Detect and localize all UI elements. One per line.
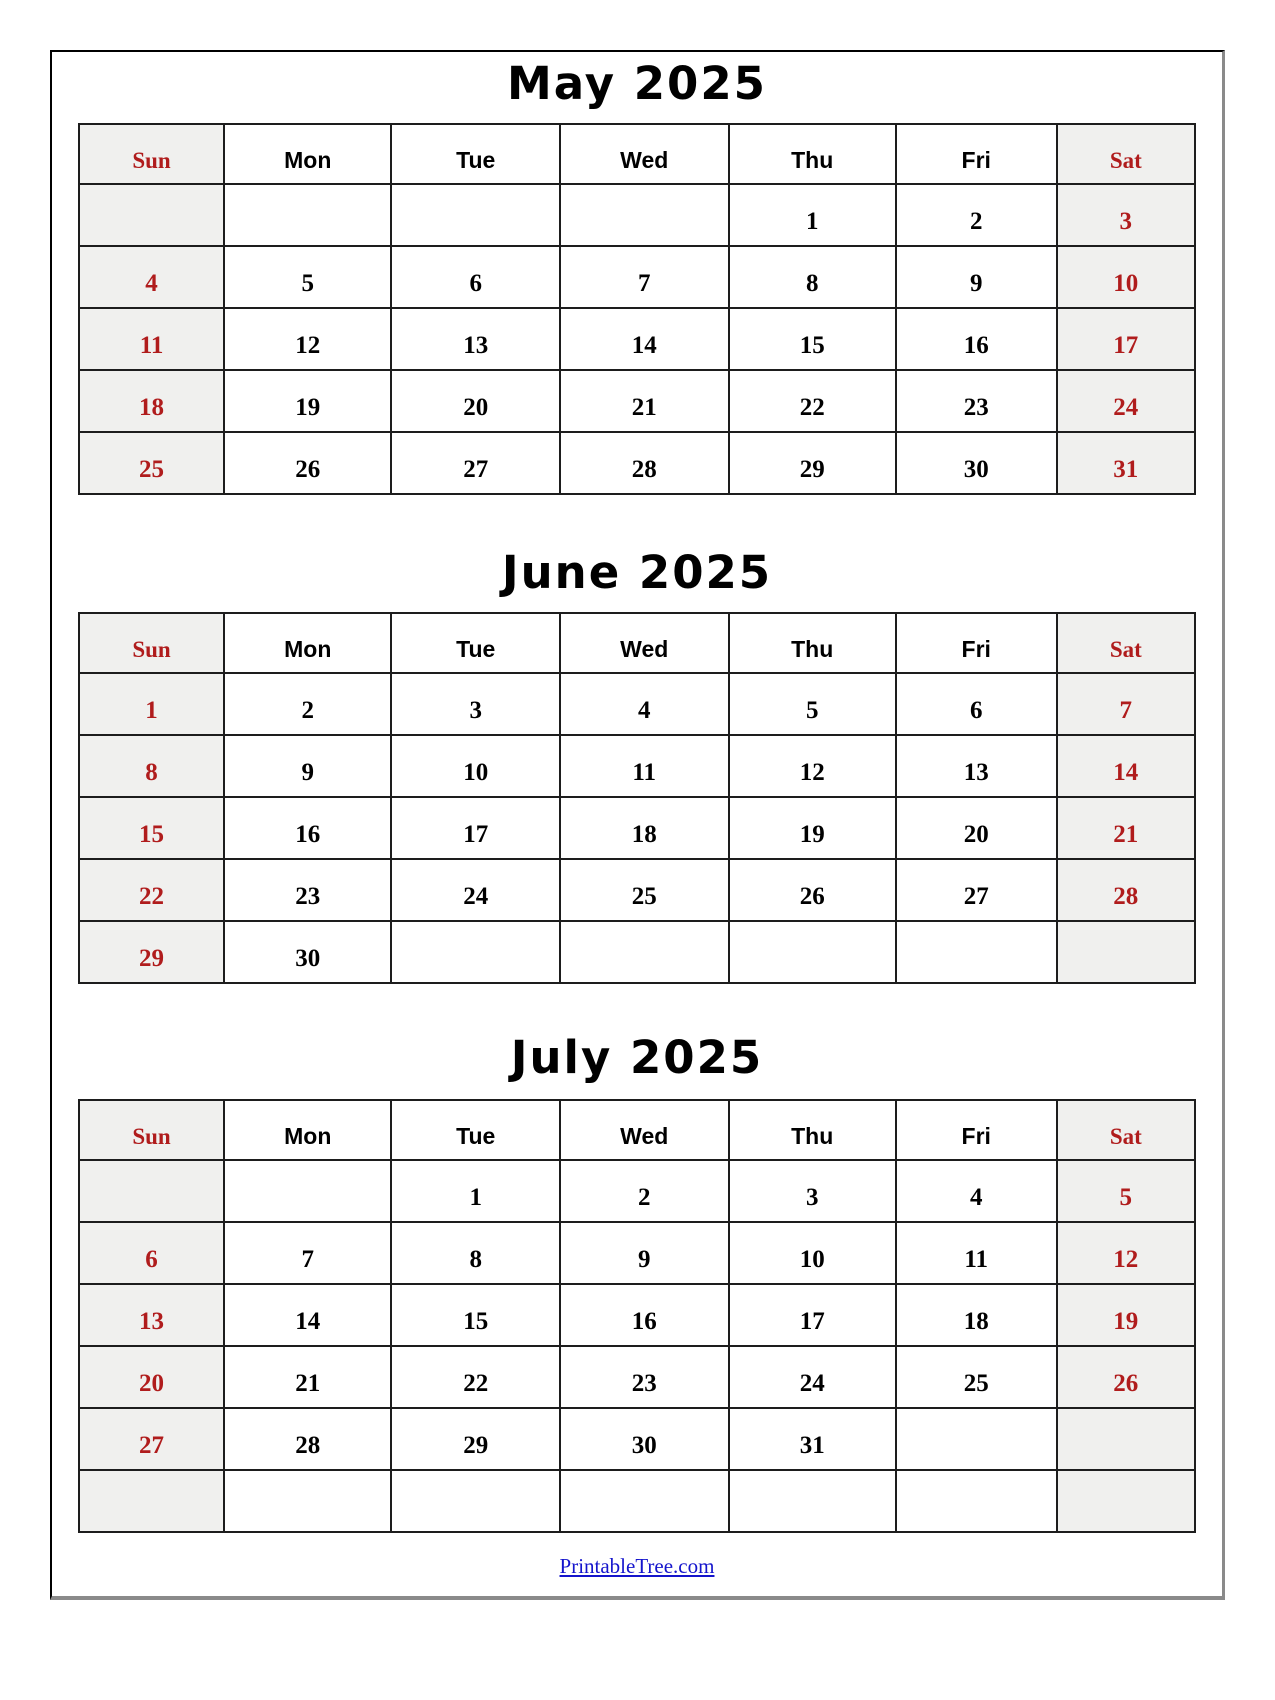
- day-cell-june-9: 9: [224, 735, 391, 797]
- calendar-table-may: [78, 123, 1196, 495]
- week-row: [79, 1160, 1195, 1222]
- week-row: [79, 184, 1195, 246]
- day-cell-empty: [560, 1470, 729, 1532]
- day-cell-july-6: 6: [79, 1222, 224, 1284]
- day-header-tue: Tue: [391, 613, 560, 673]
- day-cell-empty: [729, 921, 896, 983]
- day-cell-july-26: 26: [1057, 1346, 1195, 1408]
- day-header-mon: Mon: [224, 124, 391, 184]
- day-cell-june-18: 18: [560, 797, 729, 859]
- day-cell-july-20: 20: [79, 1346, 224, 1408]
- day-cell-may-11: 11: [79, 308, 224, 370]
- month-title-july: July 2025: [510, 1031, 764, 1084]
- day-cell-may-10: 10: [1057, 246, 1195, 308]
- day-cell-july-27: 27: [79, 1408, 224, 1470]
- day-cell-empty: [729, 1470, 896, 1532]
- day-header-row: [79, 1100, 1195, 1160]
- day-cell-july-5: 5: [1057, 1160, 1195, 1222]
- day-cell-may-26: 26: [224, 432, 391, 494]
- day-cell-may-23: 23: [896, 370, 1057, 432]
- day-cell-june-15: 15: [79, 797, 224, 859]
- week-row: [79, 797, 1195, 859]
- day-cell-july-16: 16: [560, 1284, 729, 1346]
- week-row: [79, 673, 1195, 735]
- day-cell-june-12: 12: [729, 735, 896, 797]
- day-cell-may-5: 5: [224, 246, 391, 308]
- day-cell-may-16: 16: [896, 308, 1057, 370]
- day-header-row: [79, 124, 1195, 184]
- week-row: [79, 921, 1195, 983]
- day-cell-may-20: 20: [391, 370, 560, 432]
- week-row: [79, 1222, 1195, 1284]
- day-cell-may-28: 28: [560, 432, 729, 494]
- day-cell-may-30: 30: [896, 432, 1057, 494]
- day-cell-july-2: 2: [560, 1160, 729, 1222]
- day-cell-may-12: 12: [224, 308, 391, 370]
- day-cell-july-22: 22: [391, 1346, 560, 1408]
- day-cell-june-20: 20: [896, 797, 1057, 859]
- day-cell-june-26: 26: [729, 859, 896, 921]
- day-cell-empty: [79, 1160, 224, 1222]
- footer-link[interactable]: PrintableTree.com: [559, 1554, 715, 1578]
- day-cell-empty: [224, 1470, 391, 1532]
- day-cell-may-17: 17: [1057, 308, 1195, 370]
- day-cell-may-24: 24: [1057, 370, 1195, 432]
- day-cell-empty: [224, 184, 391, 246]
- day-cell-july-31: 31: [729, 1408, 896, 1470]
- day-cell-empty: [560, 184, 729, 246]
- day-cell-june-4: 4: [560, 673, 729, 735]
- day-cell-june-10: 10: [391, 735, 560, 797]
- day-cell-may-22: 22: [729, 370, 896, 432]
- day-cell-june-17: 17: [391, 797, 560, 859]
- week-row: [79, 246, 1195, 308]
- day-cell-july-23: 23: [560, 1346, 729, 1408]
- day-cell-june-6: 6: [896, 673, 1057, 735]
- month-section-july: [52, 1030, 1222, 1533]
- month-section-may: [52, 56, 1222, 495]
- day-cell-july-17: 17: [729, 1284, 896, 1346]
- day-cell-empty: [391, 184, 560, 246]
- footer: [52, 1554, 1222, 1579]
- month-title-may: May 2025: [506, 57, 767, 110]
- day-cell-may-9: 9: [896, 246, 1057, 308]
- day-header-wed: Wed: [560, 613, 729, 673]
- day-cell-empty: [79, 184, 224, 246]
- day-cell-may-25: 25: [79, 432, 224, 494]
- day-cell-june-27: 27: [896, 859, 1057, 921]
- day-cell-may-14: 14: [560, 308, 729, 370]
- day-cell-june-25: 25: [560, 859, 729, 921]
- day-cell-may-29: 29: [729, 432, 896, 494]
- day-cell-july-24: 24: [729, 1346, 896, 1408]
- day-cell-july-1: 1: [391, 1160, 560, 1222]
- day-header-thu: Thu: [729, 1100, 896, 1160]
- day-cell-june-23: 23: [224, 859, 391, 921]
- day-cell-july-18: 18: [896, 1284, 1057, 1346]
- day-cell-empty: [560, 921, 729, 983]
- day-cell-may-3: 3: [1057, 184, 1195, 246]
- day-cell-may-13: 13: [391, 308, 560, 370]
- day-cell-july-12: 12: [1057, 1222, 1195, 1284]
- week-row: [79, 1284, 1195, 1346]
- page-frame: [50, 50, 1225, 1600]
- day-cell-empty: [1057, 1408, 1195, 1470]
- week-row: [79, 735, 1195, 797]
- day-cell-june-8: 8: [79, 735, 224, 797]
- day-cell-empty: [896, 1470, 1057, 1532]
- day-cell-june-28: 28: [1057, 859, 1195, 921]
- day-header-sat: Sat: [1057, 124, 1195, 184]
- week-row: [79, 308, 1195, 370]
- calendar-table-june: [78, 612, 1196, 984]
- day-cell-june-22: 22: [79, 859, 224, 921]
- day-cell-may-1: 1: [729, 184, 896, 246]
- day-cell-may-4: 4: [79, 246, 224, 308]
- day-cell-june-7: 7: [1057, 673, 1195, 735]
- day-cell-june-11: 11: [560, 735, 729, 797]
- day-cell-may-18: 18: [79, 370, 224, 432]
- day-cell-july-10: 10: [729, 1222, 896, 1284]
- day-cell-empty: [1057, 1470, 1195, 1532]
- month-section-june: [52, 545, 1222, 984]
- week-row: [79, 370, 1195, 432]
- day-cell-may-31: 31: [1057, 432, 1195, 494]
- day-cell-empty: [391, 1470, 560, 1532]
- day-cell-june-29: 29: [79, 921, 224, 983]
- week-row: [79, 1346, 1195, 1408]
- day-cell-june-16: 16: [224, 797, 391, 859]
- day-cell-july-19: 19: [1057, 1284, 1195, 1346]
- day-cell-june-5: 5: [729, 673, 896, 735]
- day-cell-july-4: 4: [896, 1160, 1057, 1222]
- day-cell-june-13: 13: [896, 735, 1057, 797]
- day-header-wed: Wed: [560, 1100, 729, 1160]
- day-cell-june-19: 19: [729, 797, 896, 859]
- day-header-mon: Mon: [224, 613, 391, 673]
- day-header-row: [79, 613, 1195, 673]
- day-cell-empty: [896, 921, 1057, 983]
- day-cell-empty: [896, 1408, 1057, 1470]
- week-row: [79, 432, 1195, 494]
- day-header-fri: Fri: [896, 124, 1057, 184]
- months-container: [52, 56, 1222, 1533]
- day-cell-july-15: 15: [391, 1284, 560, 1346]
- day-cell-july-21: 21: [224, 1346, 391, 1408]
- day-cell-july-8: 8: [391, 1222, 560, 1284]
- day-header-sun: Sun: [79, 613, 224, 673]
- week-row: [79, 1408, 1195, 1470]
- day-header-sat: Sat: [1057, 1100, 1195, 1160]
- day-header-fri: Fri: [896, 1100, 1057, 1160]
- day-cell-july-28: 28: [224, 1408, 391, 1470]
- day-cell-july-29: 29: [391, 1408, 560, 1470]
- day-header-fri: Fri: [896, 613, 1057, 673]
- day-cell-june-1: 1: [79, 673, 224, 735]
- day-cell-empty: [1057, 921, 1195, 983]
- day-cell-june-3: 3: [391, 673, 560, 735]
- day-header-sun: Sun: [79, 124, 224, 184]
- day-cell-july-3: 3: [729, 1160, 896, 1222]
- day-cell-july-9: 9: [560, 1222, 729, 1284]
- day-cell-july-25: 25: [896, 1346, 1057, 1408]
- day-cell-june-24: 24: [391, 859, 560, 921]
- day-cell-july-30: 30: [560, 1408, 729, 1470]
- day-header-sat: Sat: [1057, 613, 1195, 673]
- day-header-tue: Tue: [391, 1100, 560, 1160]
- month-title-june: June 2025: [501, 546, 773, 599]
- week-row: [79, 859, 1195, 921]
- day-cell-empty: [79, 1470, 224, 1532]
- day-cell-may-8: 8: [729, 246, 896, 308]
- day-cell-may-6: 6: [391, 246, 560, 308]
- day-cell-may-27: 27: [391, 432, 560, 494]
- day-header-mon: Mon: [224, 1100, 391, 1160]
- calendar-table-july: [78, 1099, 1196, 1533]
- day-cell-july-11: 11: [896, 1222, 1057, 1284]
- day-cell-empty: [391, 921, 560, 983]
- day-cell-june-21: 21: [1057, 797, 1195, 859]
- day-header-tue: Tue: [391, 124, 560, 184]
- day-cell-may-7: 7: [560, 246, 729, 308]
- day-header-thu: Thu: [729, 613, 896, 673]
- week-row: [79, 1470, 1195, 1532]
- day-cell-june-14: 14: [1057, 735, 1195, 797]
- day-cell-may-2: 2: [896, 184, 1057, 246]
- day-cell-july-13: 13: [79, 1284, 224, 1346]
- day-cell-may-19: 19: [224, 370, 391, 432]
- day-cell-july-7: 7: [224, 1222, 391, 1284]
- day-header-wed: Wed: [560, 124, 729, 184]
- day-cell-may-21: 21: [560, 370, 729, 432]
- day-cell-july-14: 14: [224, 1284, 391, 1346]
- day-cell-may-15: 15: [729, 308, 896, 370]
- day-cell-june-2: 2: [224, 673, 391, 735]
- day-cell-june-30: 30: [224, 921, 391, 983]
- day-header-thu: Thu: [729, 124, 896, 184]
- day-header-sun: Sun: [79, 1100, 224, 1160]
- day-cell-empty: [224, 1160, 391, 1222]
